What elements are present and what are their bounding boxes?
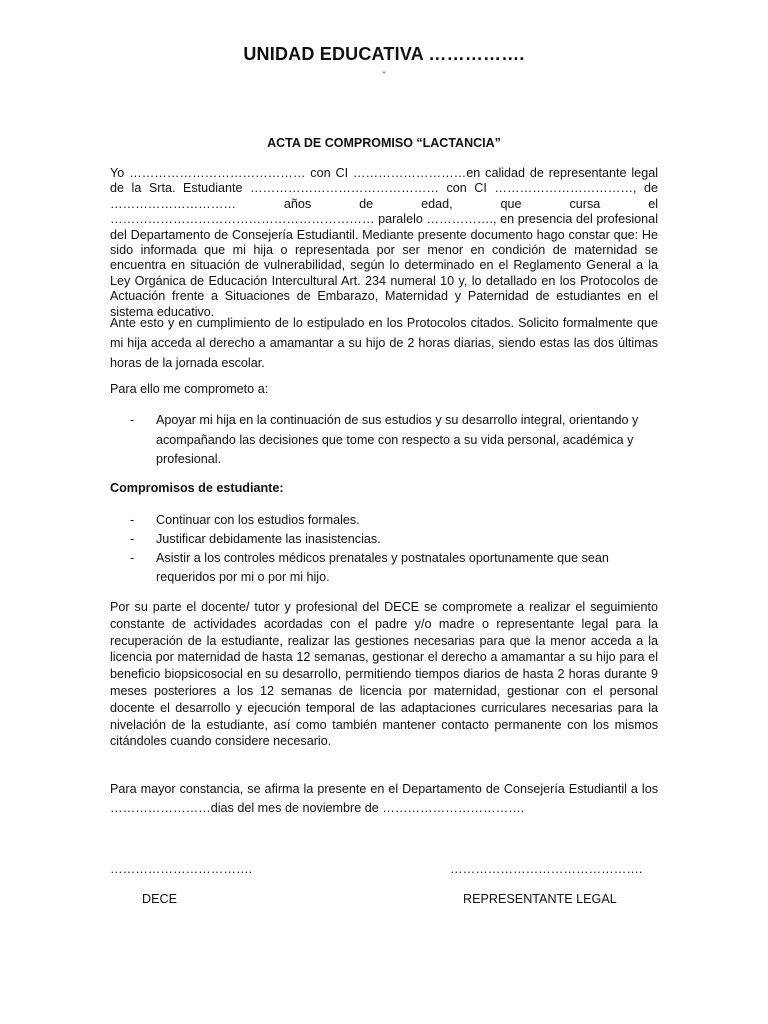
list-dash: - [130, 551, 135, 565]
list-item [110, 511, 660, 530]
header-mark: " [382, 70, 386, 80]
request-text: Ante esto y en cumplimiento de lo estipulado en los Protocolos citados. Solicito formalmente que mi hija acceda al derecho a amamantar a su hijo de 2 horas diarias, siendo estas las dos últimas horas de la jornada escolar. [110, 316, 658, 370]
commitment-intro [110, 382, 658, 398]
list-dash: - [130, 532, 135, 546]
signature-label-representative: REPRESENTANTE LEGAL [463, 892, 617, 906]
intro-text: Yo …………………………………… con CI ………………………en calidad de representante legal de la Srta. Estudiante ……………………………………… con CI ……………………………, de ………………………… años de edad, que cursa el ……………………………………………………… paralelo ……………., en presencia del profesional del Departamento de Consejería Estudiantil. Mediante presente documento hago constar que: He sido informada que mi hija o representada por ser menor en condición de maternidad se encuentra en situación de vulnerabilidad, según lo determinado en el Reglamento General a la Ley Orgánica de Educación Intercultural Art. 234 numeral 10 y, lo detallado en los Protocolos de Actuación frente a Situaciones de Embarazo, Maternidad y Paternidad de estudiantes en el sistema educativo. [110, 166, 658, 319]
list-item-text: Asistir a los controles médicos prenatales y postnatales oportunamente que sean requeridos por mi o por mi hijo. [156, 551, 609, 584]
parent-commitment-list [110, 411, 660, 470]
list-dash: - [130, 413, 135, 427]
signature-line-dece: ……………………………. [110, 862, 253, 876]
list-item [110, 549, 660, 587]
student-commitments-heading: Compromisos de estudiante: [110, 481, 284, 495]
constancia-paragraph [110, 780, 658, 818]
intro-paragraph [110, 166, 658, 320]
docente-paragraph [110, 599, 658, 750]
request-paragraph [110, 313, 658, 373]
list-item-text: Continuar con los estudios formales. [156, 513, 360, 527]
signature-label-dece: DECE [142, 892, 177, 906]
list-item-text: Apoyar mi hija en la continuación de sus estudios y su desarrollo integral, orientando y acompañando las decisiones que tome con respecto a su vida personal, académica y profesional. [156, 413, 639, 466]
commitment-intro-text: Para ello me comprometo a: [110, 382, 269, 396]
student-commitment-list [110, 511, 660, 587]
docente-text: Por su parte el docente/ tutor y profesional del DECE se compromete a realizar el seguimiento constante de actividades acordadas con el padre y/o madre o representante legal para la recuperación de la estudiante, realizar las gestiones necesarias para que la menor acceda a la licencia por maternidad de hasta 12 semanas, gestionar el derecho a amamantar a su hijo para el beneficio biopsicosocial en su desarrollo, permitiendo tiempos diarios de hasta 2 horas durante 9 meses posteriores a los 12 semanas de licencia por maternidad, gestionar con el personal docente el desarrollo y ejecución temporal de las adaptaciones curriculares necesarias para la nivelación de la estudiante, así como también mantener contacto permanente con los mismos citándoles cuando considere necesario. [110, 600, 658, 749]
list-item [110, 411, 660, 470]
act-title: ACTA DE COMPROMISO “LACTANCIA” [267, 136, 501, 150]
page-title: UNIDAD EDUCATIVA ……………. [243, 44, 525, 64]
list-dash: - [130, 513, 135, 527]
list-item-text: Justificar debidamente las inasistencias. [156, 532, 381, 546]
signature-line-representative: ………………………………………. [450, 862, 643, 876]
constancia-text: Para mayor constancia, se afirma la presente en el Departamento de Consejería Estudiantil a los ……………………dias del mes de noviembre de ……………………………. [110, 782, 658, 815]
list-item [110, 530, 660, 549]
